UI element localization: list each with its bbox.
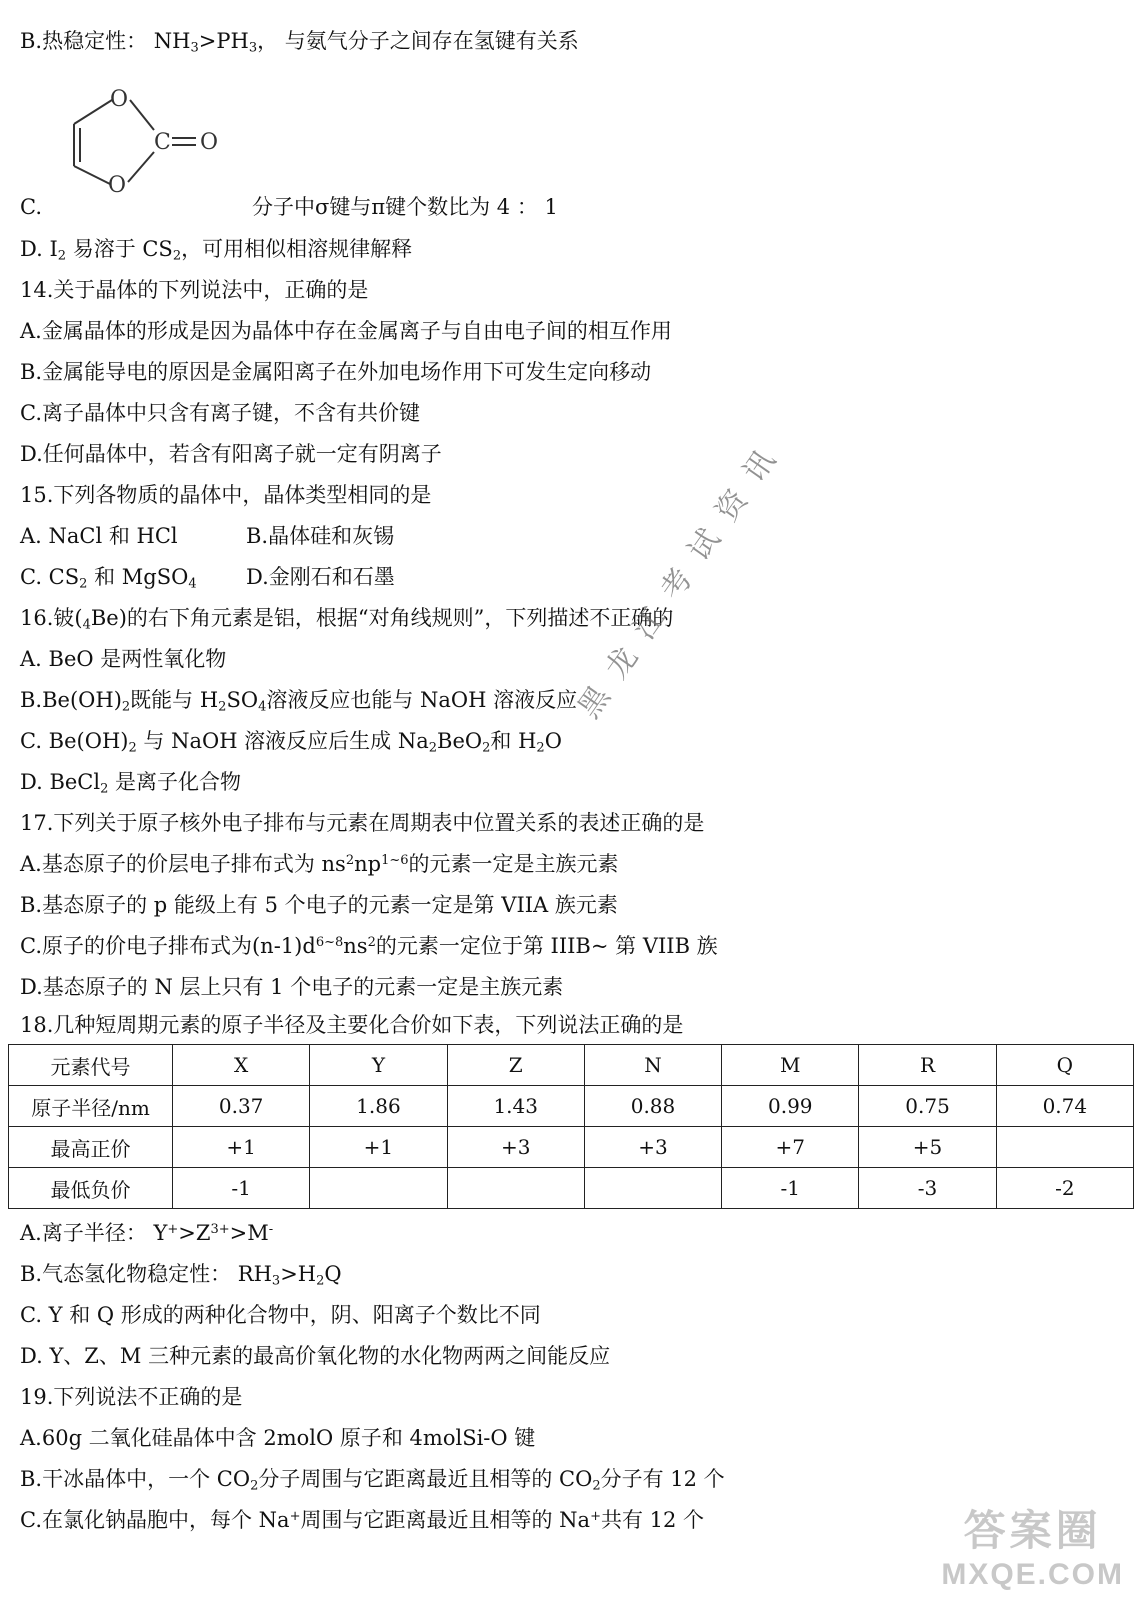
- option-14a: A.金属晶体的形成是因为晶体中存在金属离子与自由电子间的相互作用: [20, 319, 672, 343]
- table-cell: -1: [722, 1168, 859, 1209]
- table-cell: 0.88: [584, 1086, 721, 1127]
- logo-line1: 答案圈: [963, 1506, 1102, 1555]
- table-cell: -2: [996, 1168, 1133, 1209]
- option-14b: B.金属能导电的原因是金属阳离子在外加电场作用下可发生定向移动: [20, 360, 652, 384]
- table-cell: 1.43: [447, 1086, 584, 1127]
- option-18d: D. Y、Z、M 三种元素的最高价氧化物的水化物两两之间能反应: [20, 1344, 611, 1368]
- option-13d: D. $I_2$ 易溶于 $CS_2$，可用相似相溶规律解释: [20, 237, 413, 264]
- question-18-stem: 18.几种短周期元素的原子半径及主要化合价如下表，下列说法正确的是: [20, 1013, 684, 1037]
- table-header-row: [9, 1045, 1134, 1086]
- table-header-cell: R: [859, 1045, 996, 1086]
- logo-line2: MXQE.COM: [941, 1558, 1124, 1591]
- table-cell: +5: [859, 1127, 996, 1168]
- option-19c: C.在氯化钠晶胞中，每个 Na+周围与它距离最近且相等的 Na+共有 12 个: [20, 1508, 705, 1532]
- table-row: [9, 1168, 1134, 1209]
- option-13b: B.热稳定性： $NH_3>PH_3$， 与氨气分子之间存在氢键有关系: [20, 29, 579, 56]
- element-data-table: [8, 1044, 1134, 1209]
- option-17d: D.基态原子的 N 层上只有 1 个电子的元素一定是主族元素: [20, 975, 564, 999]
- option-18c: C. Y 和 Q 形成的两种化合物中，阴、阳离子个数比不同: [20, 1303, 541, 1327]
- option-17c: C.原子的价电子排布式为$(n-1)d^{6\sim 8}ns^2$的元素一定位于第 IIIB~ 第 VIIB 族: [20, 934, 718, 958]
- table-cell: -1: [173, 1168, 310, 1209]
- table-cell: [310, 1168, 447, 1209]
- option-14c: C.离子晶体中只含有离子键，不含有共价键: [20, 401, 420, 425]
- option-16d: D. BeCl$_2$ 是离子化合物: [20, 770, 242, 797]
- option-19b: B.干冰晶体中，一个 $CO_2$分子周围与它距离最近且相等的 $CO_2$分子有 12 个: [20, 1467, 725, 1494]
- option-17a: A.基态原子的价层电子排布式为 $ns^2np^{1\sim 6}$的元素一定是主族元素: [20, 852, 619, 876]
- question-16-stem: 16.铍$(_4Be)$的右下角元素是铝，根据“对角线规则”，下列描述不正确的: [20, 606, 674, 633]
- table-header-cell: Y: [310, 1045, 447, 1086]
- question-17-stem: 17.下列关于原子核外电子排布与元素在周期表中位置关系的表述正确的是: [20, 811, 705, 835]
- option-17b: B.基态原子的 p 能级上有 5 个电子的元素一定是第 VIIA 族元素: [20, 893, 618, 917]
- table-row: [9, 1086, 1134, 1127]
- table-header-cell: X: [173, 1045, 310, 1086]
- option-15b: B.晶体硅和灰锡: [246, 524, 395, 548]
- vinylene-carbonate-structure: [60, 78, 240, 203]
- option-15c: C. $CS_2$ 和 MgSO$_4$: [20, 565, 197, 592]
- atom-o-top: O: [110, 87, 129, 112]
- table-header-cell: N: [584, 1045, 721, 1086]
- question-15-stem: 15.下列各物质的晶体中，晶体类型相同的是: [20, 483, 432, 507]
- option-16b: $B.Be(OH)_2$既能与 $H_2SO_4$溶液反应也能与 NaOH 溶液反应: [20, 688, 578, 715]
- table-cell: 0.37: [173, 1086, 310, 1127]
- option-16a: A. BeO 是两性氧化物: [20, 647, 227, 671]
- table-header-cell: 元素代号: [9, 1045, 173, 1086]
- option-19a: A.60g 二氧化硅晶体中含 2molO 原子和 4molSi-O 键: [20, 1426, 536, 1450]
- table-cell: 0.74: [996, 1086, 1133, 1127]
- table-cell: +3: [447, 1127, 584, 1168]
- table-cell: 1.86: [310, 1086, 447, 1127]
- table-cell: 最高正价: [9, 1127, 173, 1168]
- atom-o-carbonyl: O: [200, 130, 219, 155]
- question-19-stem: 19.下列说法不正确的是: [20, 1385, 243, 1409]
- table-header-cell: M: [722, 1045, 859, 1086]
- table-cell: -3: [859, 1168, 996, 1209]
- table-cell: +3: [584, 1127, 721, 1168]
- table-cell: +1: [310, 1127, 447, 1168]
- table-cell: [996, 1127, 1133, 1168]
- table-cell: +1: [173, 1127, 310, 1168]
- table-cell: 原子半径/nm: [9, 1086, 173, 1127]
- atom-c: C: [154, 130, 171, 155]
- table-header-cell: Z: [447, 1045, 584, 1086]
- option-15a: A. NaCl 和 HCl: [20, 524, 178, 548]
- site-logo: [941, 1498, 1124, 1592]
- option-14d: D.任何晶体中，若含有阳离子就一定有阴离子: [20, 442, 442, 466]
- table-cell: [584, 1168, 721, 1209]
- question-14-stem: 14.关于晶体的下列说法中，正确的是: [20, 278, 369, 302]
- option-18a: A.离子半径： $Y^+>Z^{3+}>M^-$: [20, 1221, 274, 1245]
- option-18b: B.气态氢化物稳定性： $RH_3>H_2Q$: [20, 1262, 342, 1289]
- option-15d: D.金刚石和石墨: [246, 565, 395, 589]
- table-header-cell: Q: [996, 1045, 1133, 1086]
- table-row: [9, 1127, 1134, 1168]
- table-cell: 0.75: [859, 1086, 996, 1127]
- table-cell: 最低负价: [9, 1168, 173, 1209]
- table-cell: +7: [722, 1127, 859, 1168]
- option-13c: C. 分子中σ键与π键个数比为 4 ： 1: [20, 195, 558, 219]
- option-16c: C. $Be(OH)_2$ 与 NaOH 溶液反应后生成 $Na_2BeO_2$和 $H_2O$: [20, 729, 562, 756]
- table-cell: [447, 1168, 584, 1209]
- atom-o-bottom: O: [108, 173, 127, 198]
- watermark: 黑龙江考试资讯: [571, 429, 793, 725]
- table-cell: 0.99: [722, 1086, 859, 1127]
